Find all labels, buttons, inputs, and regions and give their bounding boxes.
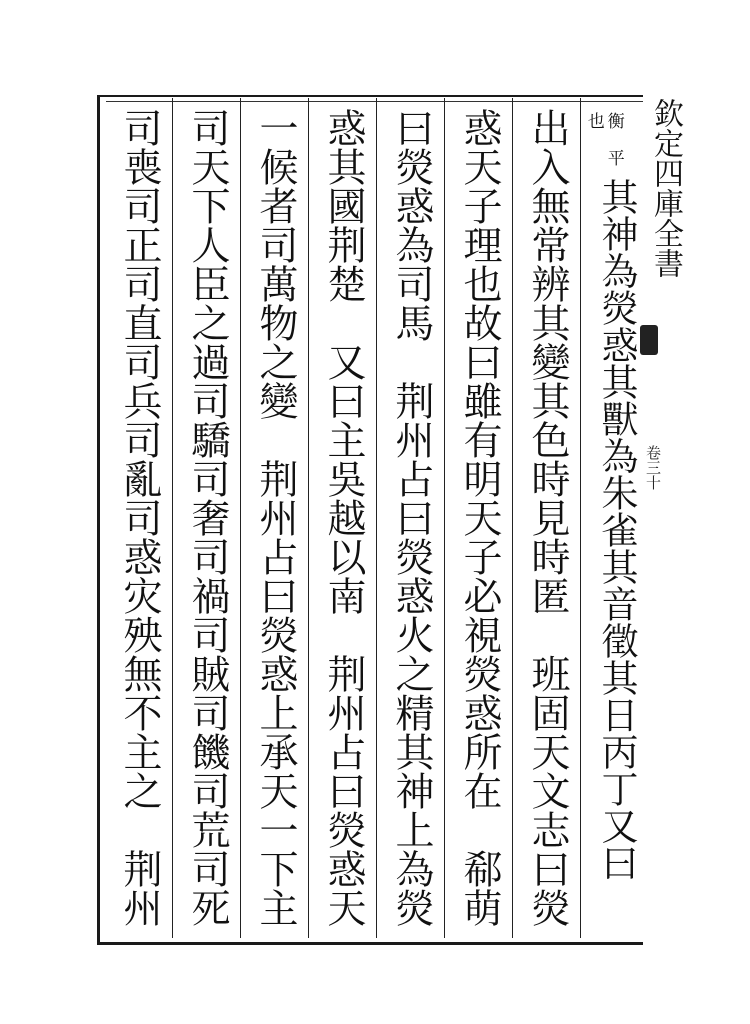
text-column-2: 出入無常辨其變其色時見時匿 班固天文志曰熒: [525, 108, 570, 927]
column-rule: [512, 98, 513, 938]
volume-label: 卷三十: [644, 445, 662, 490]
text-column-6: 一候者司萬物之變 荆州占曰熒惑上承天一下主: [253, 108, 298, 927]
column-rule: [376, 98, 377, 938]
text-column-1: 其神為熒惑其獸為朱雀其音徵其日丙丁又曰: [595, 178, 638, 881]
text-column-5: 惑其國荆楚 又曰主吳越以南 荆州占曰熒惑天: [321, 108, 366, 927]
column-rule: [308, 98, 309, 938]
column-rule: [172, 98, 173, 938]
text-column-3: 惑天子理也故曰雖有明天子必視熒惑所在 郗萌: [457, 108, 502, 927]
book-title: 欽定四庫全書: [648, 98, 683, 278]
column-rule: [580, 98, 581, 938]
column-rule: [444, 98, 445, 938]
ink-blot: [640, 325, 658, 355]
column-rule: [240, 98, 241, 938]
note-ye: 也: [583, 112, 604, 129]
note-heng-ping: 衡 平: [603, 112, 624, 166]
text-column-8: 司喪司正司直司兵司亂司惑灾殃無不主之 荆州: [117, 108, 162, 927]
text-column-4: 曰熒惑為司馬 荆州占曰熒惑火之精其神上為熒: [389, 108, 434, 927]
text-column-7: 司天下人臣之過司驕司奢司禍司賊司饑司荒司死: [185, 108, 230, 927]
